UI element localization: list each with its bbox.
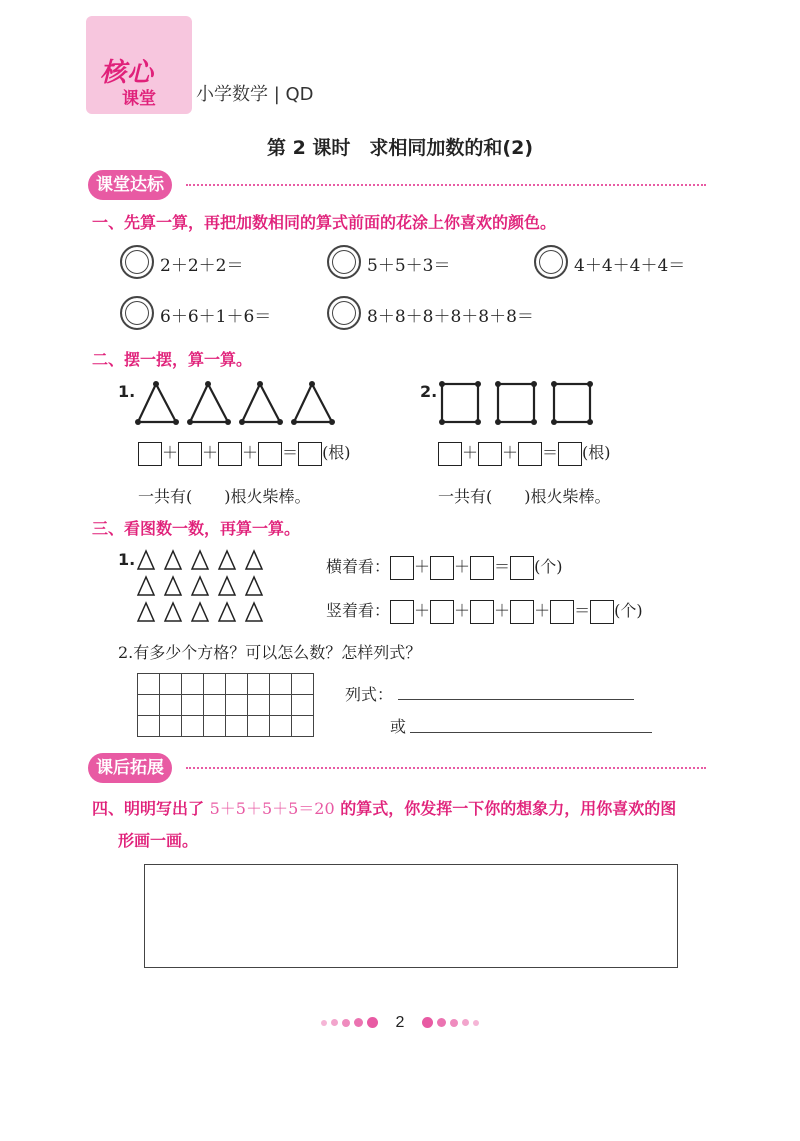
subject-label: 小学数学 | QD: [196, 84, 314, 105]
dotted-divider: [186, 184, 706, 186]
dot-icon: [342, 1019, 350, 1027]
answer-box[interactable]: [390, 556, 414, 580]
q2-part2-number: 2.: [420, 382, 438, 401]
q1-expr-5: 8＋8＋8＋8＋8＋8＝: [367, 307, 534, 327]
answer-box[interactable]: [590, 600, 614, 624]
answer-box[interactable]: [298, 442, 322, 466]
answer-box[interactable]: [430, 556, 454, 580]
square-grid: [137, 673, 314, 737]
answer-box[interactable]: [478, 442, 502, 466]
answer-box[interactable]: [470, 556, 494, 580]
dot-icon: [422, 1017, 433, 1028]
dot-icon: [450, 1019, 458, 1027]
q2-part2-equation: ＋ ＋ ＝ (根): [438, 440, 611, 466]
q3-part2-text: 2.有多少个方格？可以怎么数？怎样列式？: [118, 643, 422, 662]
unit-label: (个): [534, 557, 563, 576]
q4-title-post: 的算式，你发挥一下你的想象力，用你喜欢的图: [334, 799, 677, 818]
q1-expr-2: 5＋5＋3＝: [367, 256, 451, 276]
answer-box[interactable]: [138, 442, 162, 466]
answer-box[interactable]: [178, 442, 202, 466]
unit-label: (个): [614, 601, 643, 620]
matchstick-triangles: [132, 380, 342, 428]
dot-icon: [331, 1019, 338, 1026]
q1-expr-1: 2＋2＋2＝: [160, 256, 244, 276]
unit-label: (根): [582, 443, 611, 462]
q2-part1-number: 1.: [118, 382, 136, 401]
dot-icon: [354, 1018, 363, 1027]
dot-icon: [437, 1018, 446, 1027]
answer-box[interactable]: [550, 600, 574, 624]
unit-label: (根): [322, 443, 351, 462]
answer-box[interactable]: [510, 556, 534, 580]
q4-title-line2: 形画一画。: [118, 831, 199, 850]
q3-col-equation: 竖着看： ＋ ＋ ＋ ＋ ＝ (个): [326, 598, 643, 624]
answer-box[interactable]: [258, 442, 282, 466]
lesson-title: 第 2 课时 求相同加数的和(2): [266, 137, 534, 159]
answer-box[interactable]: [218, 442, 242, 466]
answer-box[interactable]: [470, 600, 494, 624]
answer-box[interactable]: [518, 442, 542, 466]
answer-box[interactable]: [390, 600, 414, 624]
q4-equation: 5＋5＋5＋5＝20: [209, 799, 335, 818]
flower-icon[interactable]: [120, 296, 154, 330]
q2-title: 二、摆一摆，算一算。: [92, 350, 253, 369]
q3-part1-number: 1.: [118, 550, 136, 569]
q1-expr-3: 4＋4＋4＋4＝: [574, 256, 686, 276]
dotted-divider: [186, 767, 706, 769]
q2-part1-equation: ＋ ＋ ＋ ＝ (根): [138, 440, 351, 466]
formula-label: 列式：: [345, 685, 394, 704]
dot-icon: [367, 1017, 378, 1028]
section-tag-class-goal: 课堂达标: [88, 170, 172, 200]
dot-icon: [321, 1020, 327, 1026]
answer-box[interactable]: [510, 600, 534, 624]
page-number: 2: [395, 1014, 405, 1031]
answer-box[interactable]: [438, 442, 462, 466]
answer-box[interactable]: [430, 600, 454, 624]
q4-title: [92, 796, 676, 819]
flower-icon[interactable]: [534, 245, 568, 279]
flower-icon[interactable]: [327, 245, 361, 279]
q1-expr-4: 6＋6＋1＋6＝: [160, 307, 272, 327]
logo-text-main: 核心: [100, 58, 155, 88]
matchstick-squares: [436, 380, 596, 426]
or-label: 或: [390, 717, 407, 736]
triangle-array: [136, 548, 276, 628]
page-footer: [0, 1012, 800, 1032]
q3-row-equation: 横着看： ＋ ＋ ＝ (个): [326, 554, 563, 580]
drawing-area[interactable]: [144, 864, 678, 968]
logo-text-sub: 课堂: [122, 89, 156, 109]
row-label: 横着看：: [326, 557, 391, 576]
answer-box[interactable]: [558, 442, 582, 466]
q1-title: 一、先算一算，再把加数相同的算式前面的花涂上你喜欢的颜色。: [92, 213, 557, 232]
q2-part2-total: 一共有( )根火柴棒。: [438, 487, 611, 506]
col-label: 竖着看：: [326, 601, 391, 620]
answer-line[interactable]: [398, 699, 634, 700]
q2-part1-total: 一共有( )根火柴棒。: [138, 487, 311, 506]
dot-icon: [473, 1020, 479, 1026]
answer-line[interactable]: [410, 732, 652, 733]
q4-title-pre: 四、明明写出了: [92, 799, 210, 818]
flower-icon[interactable]: [327, 296, 361, 330]
section-tag-after-class: 课后拓展: [88, 753, 172, 783]
dot-icon: [462, 1019, 469, 1026]
q3-title: 三、看图数一数，再算一算。: [92, 519, 301, 538]
flower-icon[interactable]: [120, 245, 154, 279]
